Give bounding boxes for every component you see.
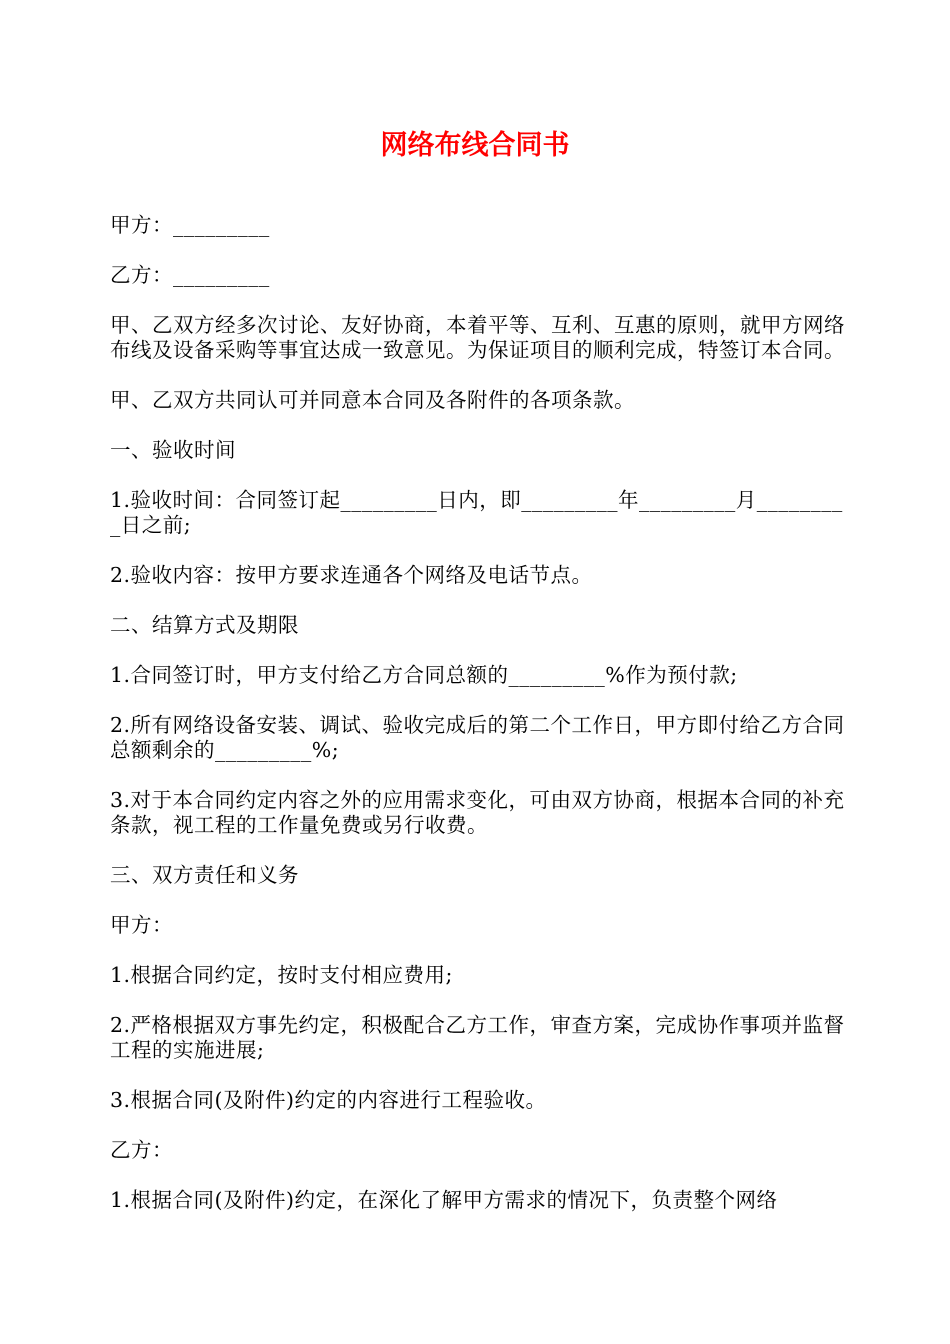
document-title: 网络布线合同书: [380, 130, 570, 161]
party-a-heading: 甲方：: [110, 913, 173, 937]
section-heading-settlement: 二、结算方式及期限: [110, 613, 299, 637]
party-a-line: 甲方：_________: [110, 213, 270, 237]
clause-prepayment: 1.合同签订时，甲方支付给乙方合同总额的_________%作为预付款;: [110, 663, 738, 687]
party-b-line: 乙方：_________: [110, 263, 270, 287]
agreement-paragraph: 甲、乙双方共同认可并同意本合同及各附件的各项条款。: [110, 388, 635, 412]
party-a-duty-1: 1.根据合同约定，按时支付相应费用;: [110, 963, 453, 987]
document-body: [110, 213, 845, 1238]
preamble-paragraph: 甲、乙双方经多次讨论、友好协商，本着平等、互利、互惠的原则，就甲方网络布线及设备采购等事宜达成一致意见。为保证项目的顺利完成，特签订本合同。: [110, 313, 845, 362]
clause-acceptance-content: 2.验收内容：按甲方要求连通各个网络及电话节点。: [110, 563, 593, 587]
party-a-duty-2: 2.严格根据双方事先约定，积极配合乙方工作，审查方案，完成协作事项并监督工程的实施进展;: [110, 1013, 845, 1062]
clause-change-requests: 3.对于本合同约定内容之外的应用需求变化，可由双方协商，根据本合同的补充条款，视工程的工作量免费或另行收费。: [110, 788, 845, 837]
clause-acceptance-time: 1.验收时间：合同签订起_________日内，即_________年_________月_________日之前;: [110, 488, 843, 537]
section-heading-acceptance-time: 一、验收时间: [110, 438, 236, 462]
section-heading-responsibilities: 三、双方责任和义务: [110, 863, 299, 887]
party-b-duty-1: 1.根据合同(及附件)约定，在深化了解甲方需求的情况下，负责整个网络: [110, 1188, 778, 1212]
party-b-heading: 乙方：: [110, 1138, 173, 1162]
party-a-duty-3: 3.根据合同(及附件)约定的内容进行工程验收。: [110, 1088, 547, 1112]
clause-final-payment: 2.所有网络设备安装、调试、验收完成后的第二个工作日，甲方即付给乙方合同总额剩余的_________%;: [110, 713, 845, 762]
